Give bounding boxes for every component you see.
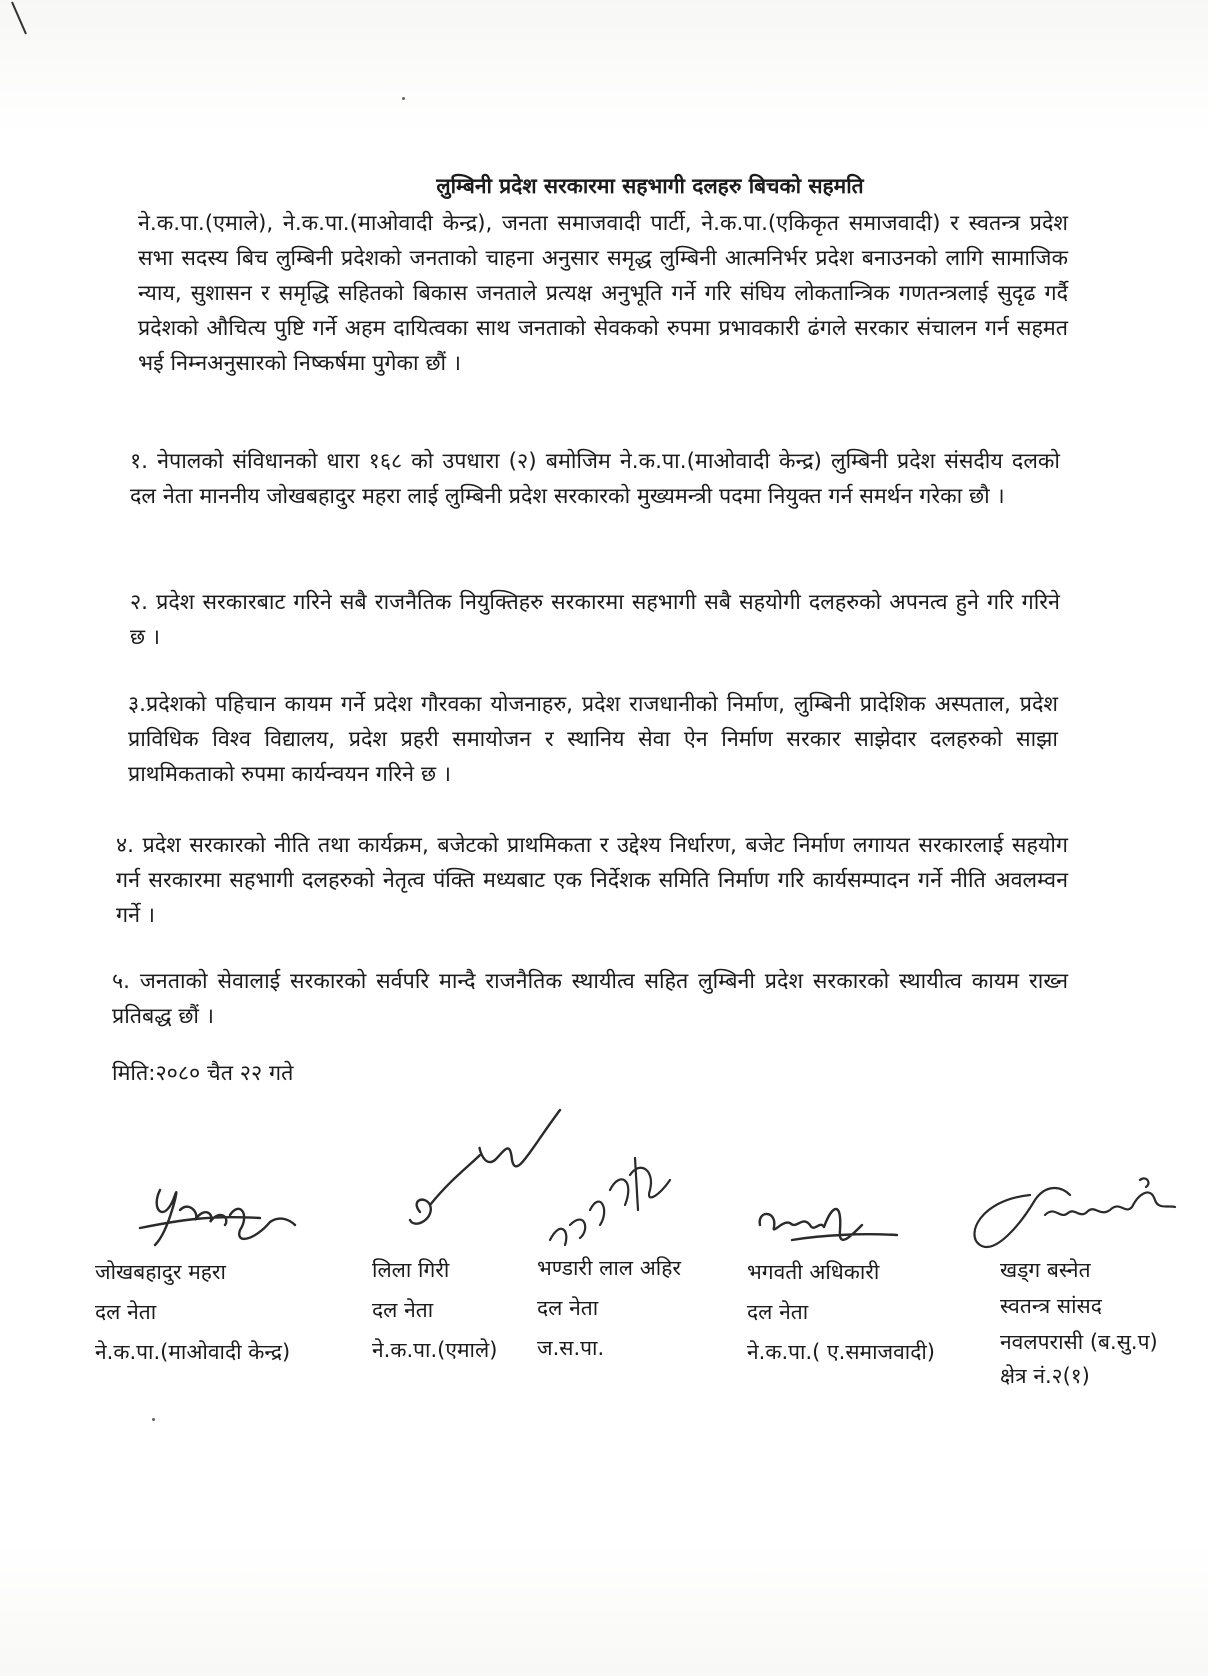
signatory-name: लिला गिरी [372, 1258, 450, 1282]
point-4: ४. प्रदेश सरकारको नीति तथा कार्यक्रम, बजेटको प्राथमिकता र उद्देश्य निर्धारण, बजेट निर्माण लगायत सरकारलाई सहयोग गर्न सरकारमा सहभागी दलहरुको नेतृत्व पंक्ति मध्यबाट एक निर्देशक समिति निर्माण गरि कार्यसम्पादन गर्ने नीति अवलम्वन गर्ने । [116, 833, 1068, 928]
document-date: मिति:२०८० चैत २२ गते [112, 1061, 294, 1086]
signatory-role: दल नेता [95, 1300, 157, 1324]
document-title: लुम्बिनी प्रदेश सरकारमा सहभागी दलहरु बिचको सहमति [436, 174, 864, 198]
point-1: १. नेपालको संविधानको धारा १६८ को उपधारा (२) बमोजिम ने.क.पा.(माओवादी केन्द्र) लुम्बिनी प्रदेश संसदीय दलको दल नेता माननीय जोखबहादुर महरा लाई लुम्बिनी प्रदेश सरकारको मुख्यमन्त्री पदमा नियुक्त गर्न समर्थन गरेका छौ । [130, 449, 1060, 509]
signatory-role: स्वतन्त्र सांसद [1000, 1294, 1102, 1318]
paper-speck [402, 97, 405, 100]
paper-speck [152, 1418, 155, 1421]
point-3: ३.प्रदेशको पहिचान कायम गर्ने प्रदेश गौरवका योजनाहरु, प्रदेश राजधानीको निर्माण, लुम्बिनी प्रादेशिक अस्पताल, प्रदेश प्राविधिक विश्व विद्यालय, प्रदेश प्रहरी समायोजन र स्थानिय सेवा ऐन निर्माण सरकार साझेदार दलहरुको साझा प्राथमिकताको रुपमा कार्यन्वयन गरिने छ । [128, 692, 1058, 787]
signatory-role: दल नेता [372, 1298, 434, 1322]
signature-bhandari-lal-ahir [540, 1150, 680, 1260]
signatory-party: नवलपरासी (ब.सु.प) [1000, 1330, 1158, 1354]
signatory-4 [747, 1252, 935, 1372]
point-2: २. प्रदेश सरकारबाट गरिने सबै राजनैतिक नियुक्तिहरु सरकारमा सहभागी सबै सहयोगी दलहरुको अपनत्व हुने गरि गरिने छ । [130, 590, 1060, 650]
signatory-3 [537, 1248, 681, 1368]
signatory-party: ज.स.पा. [537, 1336, 605, 1360]
signatory-1 [95, 1252, 290, 1372]
signatory-party: ने.क.पा.(एमाले) [372, 1338, 498, 1362]
signatory-role: दल नेता [747, 1300, 809, 1324]
signatory-name: भगवती अधिकारी [747, 1260, 880, 1284]
signatory-role: दल नेता [537, 1296, 599, 1320]
signatory-name: जोखबहादुर महरा [95, 1260, 226, 1284]
corner-pen-mark [4, 0, 34, 40]
intro-paragraph: ने.क.पा.(एमाले), ने.क.पा.(माओवादी केन्द्र), जनता समाजवादी पार्टी, ने.क.पा.(एकिकृत समाजवादी) र स्वतन्त्र प्रदेश सभा सदस्य बिच लुम्बिनी प्रदेशको जनताको चाहना अनुसार समृद्ध लुम्बिनी आत्मनिर्भर प्रदेश बनाउनको लागि सामाजिक न्याय, सुशासन र समृद्धि सहितको बिकास जनताले प्रत्यक्ष अनुभूति गर्ने गरि संघिय लोकतान्त्रिक गणतन्त्रलाई सुदृढ गर्दै प्रदेशको औचित्य पुष्टि गर्ने अहम दायित्वका साथ जनताको सेवकको रुपमा प्रभावकारी ढंगले सरकार संचालन गर्न सहमत भई निम्नअनुसारको निष्कर्षमा पुगेका छौं । [138, 211, 1068, 376]
signatory-5 [1000, 1252, 1158, 1394]
signatory-party: ने.क.पा.( ए.समाजवादी) [747, 1340, 936, 1364]
signatory-name: भण्डारी लाल अहिर [537, 1256, 681, 1280]
signatory-constituency: क्षेत्र नं.२(१) [1000, 1364, 1090, 1388]
signatory-party: ने.क.पा.(माओवादी केन्द्र) [95, 1340, 291, 1364]
signature-jokhbahadur-mahara [120, 1170, 310, 1265]
signatory-2 [372, 1250, 497, 1370]
signature-khadga-basnet [960, 1165, 1180, 1265]
point-5: ५. जनताको सेवालाई सरकारको सर्वपरि मान्दै राजनैतिक स्थायीत्व सहित लुम्बिनी प्रदेश सरकारको स्थायीत्व कायम राख्न प्रतिबद्ध छौं । [112, 969, 1068, 1029]
signatory-name: खड्ग बस्नेत [1000, 1258, 1091, 1282]
